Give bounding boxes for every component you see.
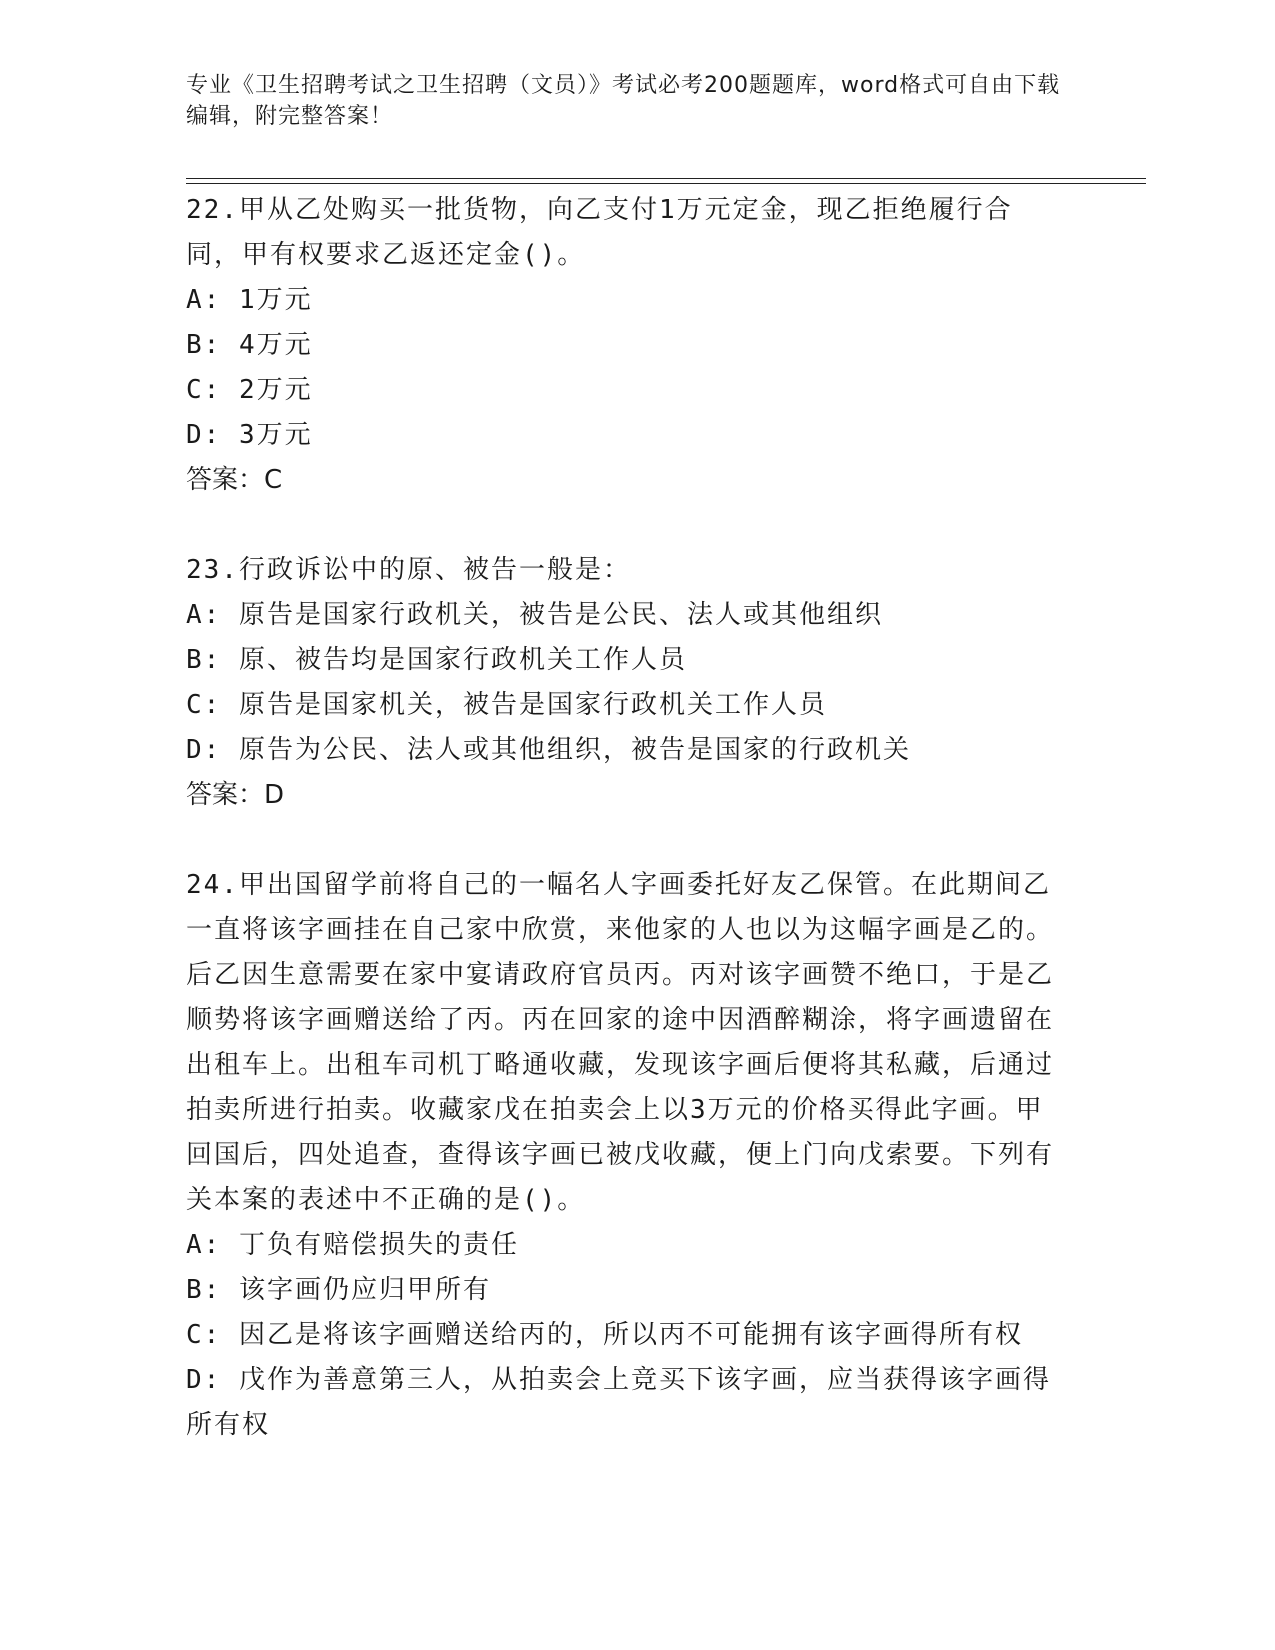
option-a: A: 1万元	[186, 285, 313, 315]
header-divider-bottom	[186, 183, 1146, 184]
question-24	[186, 863, 1066, 1448]
option-c: C: 因乙是将该字画赠送给丙的，所以丙不可能拥有该字画得所有权	[186, 1320, 1023, 1350]
spacer	[186, 503, 1066, 548]
option-b: B: 原、被告均是国家行政机关工作人员	[186, 645, 687, 675]
header-divider-top	[186, 178, 1146, 179]
answer: 答案：D	[186, 780, 285, 810]
option-d: D: 原告为公民、法人或其他组织，被告是国家的行政机关	[186, 735, 911, 765]
option-c: C: 原告是国家机关，被告是国家行政机关工作人员	[186, 690, 827, 720]
question-stem: 24.甲出国留学前将自己的一幅名人字画委托好友乙保管。在此期间乙一直将该字画挂在自己家中欣赏，来他家的人也以为这幅字画是乙的。后乙因生意需要在家中宴请政府官员丙。丙对该字画赞不绝口，于是乙顺势将该字画赠送给了丙。丙在回家的途中因酒醉糊涂，将字画遗留在出租车上。出租车司机丁略通收藏，发现该字画后便将其私藏，后通过拍卖所进行拍卖。收藏家戊在拍卖会上以3万元的价格买得此字画。甲回国后，四处追查，查得该字画已被戊收藏，便上门向戊索要。下列有关本案的表述中不正确的是()。	[186, 870, 1055, 1215]
option-b: B: 该字画仍应归甲所有	[186, 1275, 491, 1305]
spacer	[186, 818, 1066, 863]
question-22	[186, 188, 1066, 503]
option-d: D: 3万元	[186, 420, 313, 450]
question-stem: 22.甲从乙处购买一批货物，向乙支付1万元定金，现乙拒绝履行合同，甲有权要求乙返还定金()。	[186, 195, 1013, 270]
question-list	[186, 188, 1066, 1448]
question-23	[186, 548, 1066, 818]
option-a: A: 丁负有赔偿损失的责任	[186, 1230, 519, 1260]
document-header: 专业《卫生招聘考试之卫生招聘（文员）》考试必考200题题库，word格式可自由下载编辑，附完整答案！	[186, 73, 1061, 129]
option-c: C: 2万元	[186, 375, 313, 405]
option-a: A: 原告是国家行政机关，被告是公民、法人或其他组织	[186, 600, 883, 630]
option-b: B: 4万元	[186, 330, 313, 360]
question-stem: 23.行政诉讼中的原、被告一般是：	[186, 555, 631, 585]
option-d: D: 戊作为善意第三人，从拍卖会上竞买下该字画，应当获得该字画得所有权	[186, 1365, 1051, 1440]
answer: 答案：C	[186, 465, 283, 495]
